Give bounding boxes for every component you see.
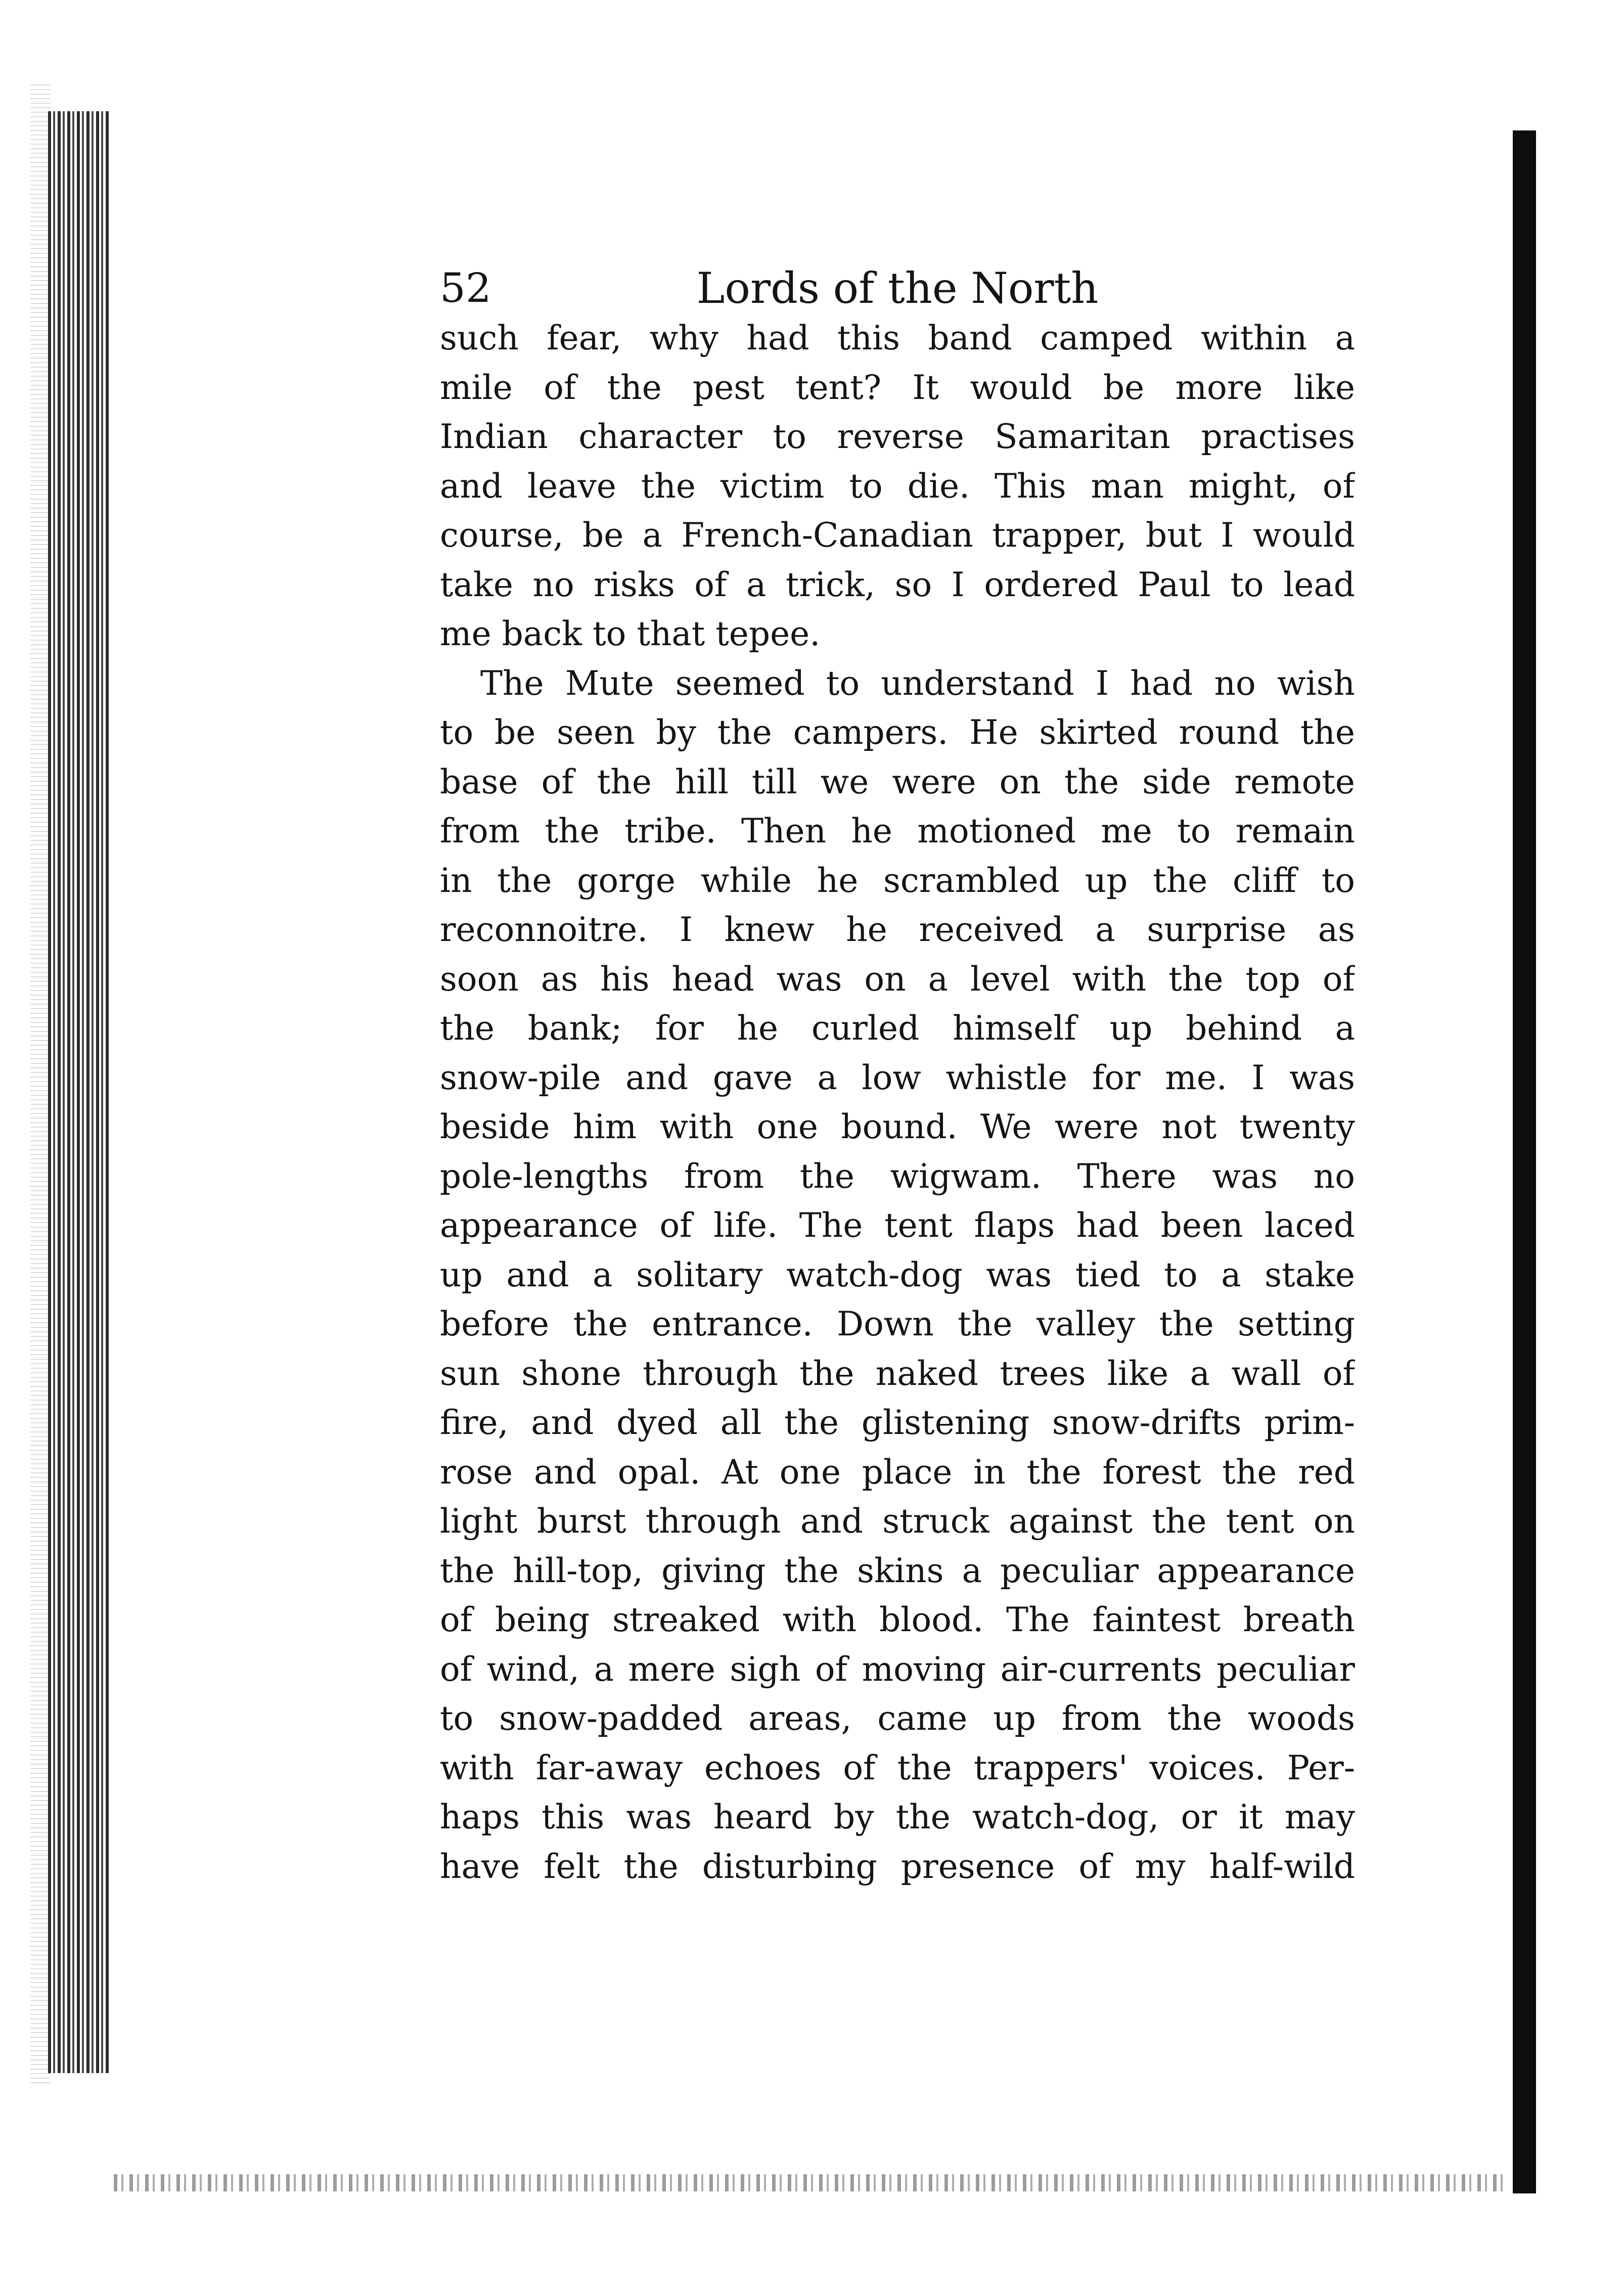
text-line: base of the hill till we were on the side remote [440,762,1355,801]
text-line: fire, and dyed all the glistening snow-drifts prim- [440,1403,1355,1442]
text-line: appearance of life. The tent flaps had been laced [440,1206,1355,1245]
scan-right-edge [1513,130,1536,2193]
text-line: in the gorge while he scrambled up the cliff to [440,861,1355,900]
text-line: to be seen by the campers. He skirted round the [440,713,1355,752]
text-line: reconnoitre. I knew he received a surprise as [440,910,1355,949]
text-line: The Mute seemed to understand I had no wish [480,663,1355,703]
text-line: me back to that tepee. [440,614,821,653]
text-line: the bank; for he curled himself up behind a [440,1009,1355,1048]
text-line: of being streaked with blood. The faintest breath [440,1600,1355,1639]
text-line: mile of the pest tent? It would be more like [440,368,1355,407]
text-line: beside him with one bound. We were not twenty [440,1107,1355,1146]
book-page [440,253,1355,1891]
text-line: before the entrance. Down the valley the setting [440,1305,1355,1343]
paragraph-1 [440,313,1355,659]
text-line: and leave the victim to die. This man might, of [440,466,1355,506]
text-line: pole-lengths from the wigwam. There was no [440,1156,1355,1196]
running-title: Lords of the North [696,263,1099,313]
text-line: have felt the disturbing presence of my half-wild [440,1847,1355,1886]
scan-binding-edge [48,111,109,2073]
text-line: with far-away echoes of the trappers' voices. Per- [440,1748,1355,1787]
text-line: such fear, why had this band camped within a [440,319,1355,357]
text-line: Indian character to reverse Samaritan practises [440,417,1355,456]
text-line: from the tribe. Then he motioned me to remain [440,812,1355,850]
running-head [440,253,1355,313]
text-line: of wind, a mere sigh of moving air-currents peculiar [440,1649,1355,1689]
text-line: soon as his head was on a level with the top of [440,959,1355,999]
scan-bottom-edge [114,2174,1504,2191]
paragraph-2 [440,659,1355,1892]
text-line: snow-pile and gave a low whistle for me. I was [440,1058,1355,1097]
text-line: rose and opal. At one place in the forest the red [440,1452,1355,1492]
text-line: light burst through and struck against the tent on [440,1502,1355,1541]
text-line: haps this was heard by the watch-dog, or it may [440,1798,1355,1836]
text-line: to snow-padded areas, came up from the woods [440,1699,1355,1738]
page-number: 52 [440,264,491,311]
text-line: take no risks of a trick, so I ordered Paul to lead [440,565,1355,604]
text-line: sun shone through the naked trees like a wall of [440,1354,1355,1393]
scan-binding-shadow [30,81,51,2083]
text-line: the hill-top, giving the skins a peculiar appearance [440,1551,1355,1590]
text-line: course, be a French-Canadian trapper, but I would [440,516,1355,555]
text-line: up and a solitary watch-dog was tied to a stake [440,1255,1355,1294]
